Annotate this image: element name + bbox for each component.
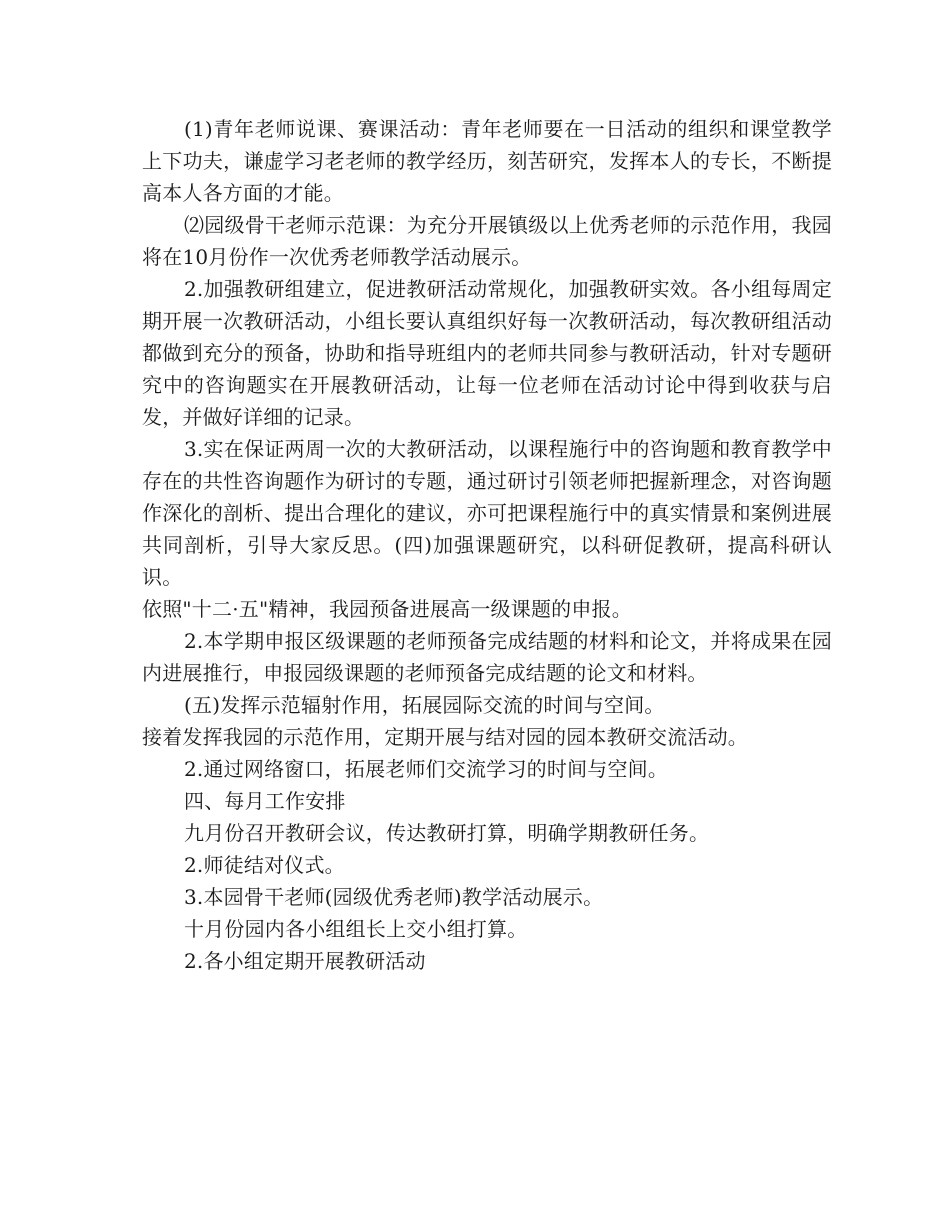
paragraph-biweekly-research: 3.实在保证两周一次的大教研活动，以课程施行中的咨询题和教育教学中存在的共性咨询题作为研讨的专题，通过研讨引领老师把握新理念，对咨询题作深化的剖析、提出合理化的建议，亦可把课程施行中的真实情景和案例进展共同剖析，引导大家反思。(四)加强课题研究，以科研促教研，提高科研认识。: [142, 437, 832, 589]
paragraph-project-application: 依照"十二·五"精神，我园预备进展高一级课题的申报。: [142, 597, 632, 621]
paragraph-backbone-showcase: 3.本园骨干老师(园级优秀老师)教学活动展示。: [184, 885, 604, 909]
paragraph-research-group-building: 2.加强教研组建立，促进教研活动常规化，加强教研实效。各小组每周定期开展一次教研活动，小组长要认真组织好每一次教研活动，每次教研组活动都做到充分的预备，协助和指导班组内的老师共同参与教研活动，针对专题研究中的咨询题实在开展教研活动，让每一位老师在活动讨论中得到收获与启发，并做好详细的记录。: [142, 277, 832, 429]
paragraph-mentor-ceremony: 2.师徒结对仪式。: [184, 853, 345, 877]
paragraph-demo-exchange: 接着发挥我园的示范作用，定期开展与结对园的园本教研交流活动。: [142, 725, 748, 749]
paragraph-section-five-heading: (五)发挥示范辐射作用，拓展园际交流的时间与空间。: [184, 693, 665, 717]
document-body: [142, 113, 832, 977]
section-heading-monthly-plan: 四、每月工作安排: [184, 789, 346, 813]
paragraph-district-project: 2.本学期申报区级课题的老师预备完成结题的材料和论文，并将成果在园内进展推行，申报园级课题的老师预备完成结题的论文和材料。: [142, 629, 832, 685]
paragraph-group-activities: 2.各小组定期开展教研活动: [184, 949, 426, 973]
paragraph-october-plans: 十月份园内各小组组长上交小组打算。: [184, 917, 528, 941]
paragraph-network-window: 2.通过网络窗口，拓展老师们交流学习的时间与空间。: [184, 757, 669, 781]
paragraph-young-teacher-activities: (1)青年老师说课、赛课活动：青年老师要在一日活动的组织和课堂教学上下功夫，谦虚学习老老师的教学经历，刻苦研究，发挥本人的专长，不断提高本人各方面的才能。: [142, 117, 832, 205]
paragraph-september-meeting: 九月份召开教研会议，传达教研打算，明确学期教研任务。: [184, 821, 710, 845]
paragraph-backbone-demo-class: ⑵园级骨干老师示范课：为充分开展镇级以上优秀老师的示范作用，我园将在10月份作一次优秀老师教学活动展示。: [142, 213, 832, 269]
